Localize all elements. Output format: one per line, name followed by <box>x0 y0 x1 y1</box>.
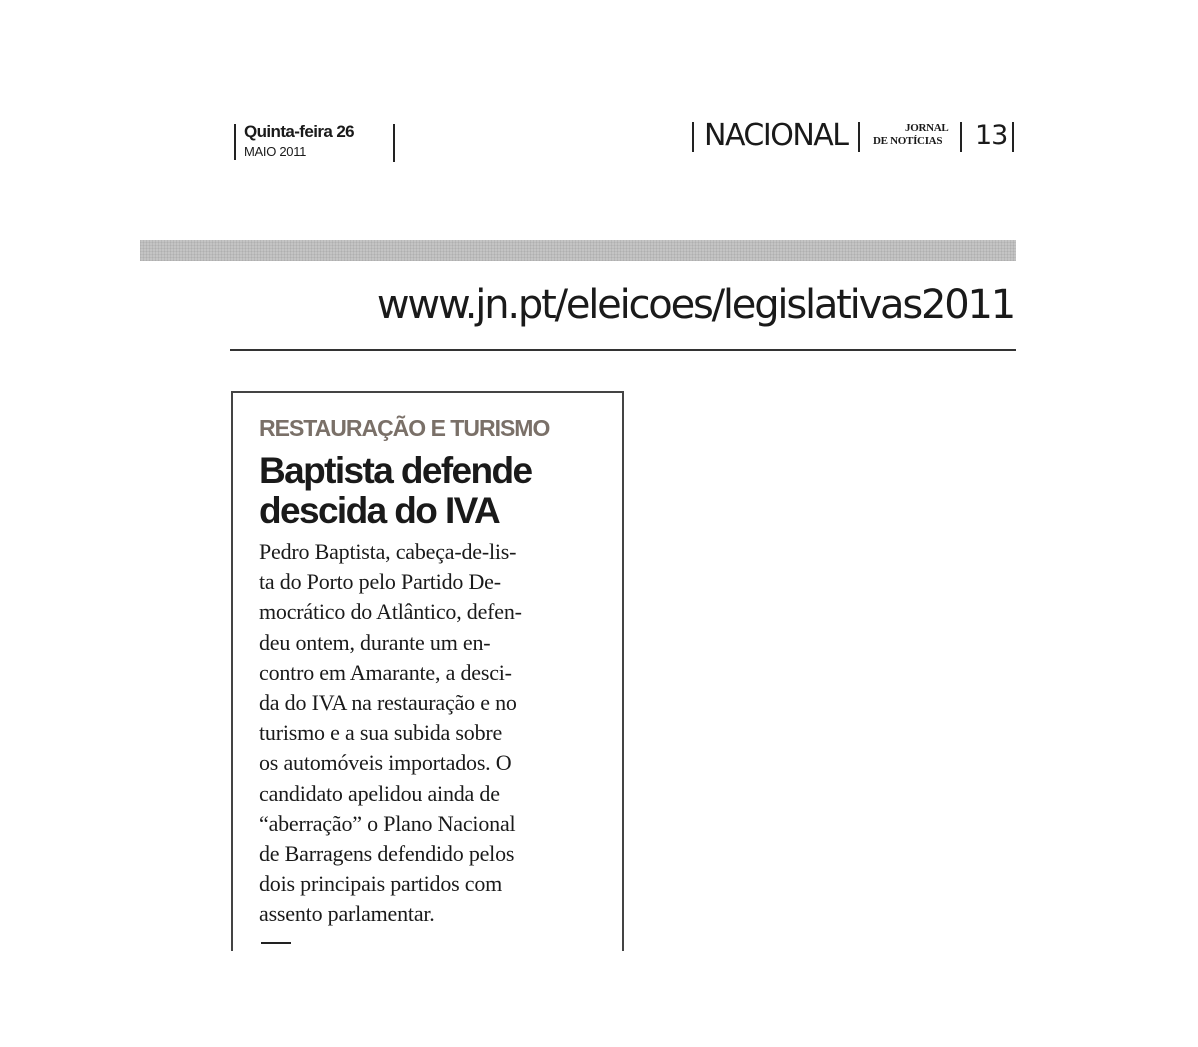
body-line: contro em Amarante, a desci- <box>259 659 512 685</box>
article-kicker: RESTAURAÇÃO E TURISMO <box>259 415 550 441</box>
body-line: mocrático do Atlântico, defen- <box>259 599 522 625</box>
body-line: turismo e a sua subida sobre <box>259 720 503 746</box>
body-line: ta do Porto pelo Partido De- <box>259 569 501 595</box>
article-end-mark <box>261 942 291 944</box>
article-body <box>259 537 609 930</box>
body-line: deu ontem, durante um en- <box>259 629 491 655</box>
date-month-year: MAIO 2011 <box>244 144 307 159</box>
headline-line: Baptista defende <box>259 450 532 491</box>
body-line: da do IVA na restauração e no <box>259 690 517 716</box>
article-box <box>231 391 624 951</box>
divider <box>960 122 962 152</box>
body-line: “aberração” o Plano Nacional <box>259 810 516 836</box>
divider <box>234 124 236 160</box>
section-title: NACIONAL <box>704 118 848 153</box>
body-line: assento parlamentar. <box>259 901 435 927</box>
logo-text-line2: DE NOTÍCIAS <box>873 135 943 147</box>
headline-line: descida do IVA <box>259 490 500 531</box>
article-headline <box>259 451 609 531</box>
url-domain: www.jn.pt <box>376 282 555 328</box>
body-line: de Barragens defendido pelos <box>259 841 515 867</box>
body-line: candidato apelidou ainda de <box>259 780 500 806</box>
url-path: /eleicoes/legislativas2011 <box>554 282 1014 328</box>
elections-url <box>377 282 1014 328</box>
body-line: os automóveis importados. O <box>259 750 512 776</box>
page-header-right <box>690 118 1020 158</box>
divider <box>692 122 694 152</box>
body-line: dois principais partidos com <box>259 871 503 897</box>
date-block <box>234 122 396 162</box>
page-number: 13 <box>975 120 1008 151</box>
divider <box>393 124 395 162</box>
newspaper-logo <box>873 122 949 154</box>
divider <box>1012 122 1014 152</box>
banner-band <box>140 240 1016 261</box>
logo-text-line1: JORNAL <box>905 122 949 134</box>
horizontal-rule <box>230 349 1016 351</box>
divider <box>858 122 860 152</box>
date-weekday: Quinta-feira 26 <box>244 122 355 141</box>
body-line: Pedro Baptista, cabeça-de-lis- <box>259 539 517 564</box>
